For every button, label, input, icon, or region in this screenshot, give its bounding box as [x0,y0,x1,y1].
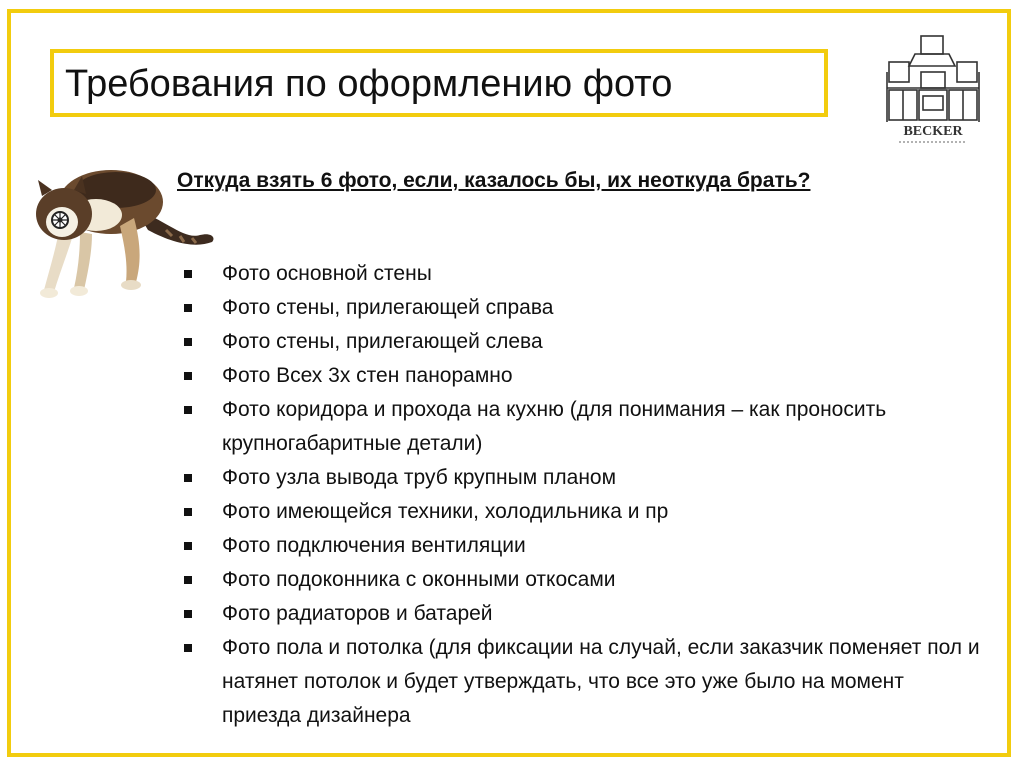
bullet-square-icon [184,372,192,380]
list-item: Фото пола и потолка (для фиксации на случай, если заказчик поменяет пол и натянет потолок и будет утверждать, что все это уже было на момент приезда дизайнера [222,631,982,733]
list-item: Фото имеющейся техники, холодильника и пр [222,495,982,529]
requirements-list [222,257,982,733]
bullet-square-icon [184,270,192,278]
list-item: Фото подключения вентиляции [222,529,982,563]
kitchen-logo-icon [887,36,979,122]
cat-illustration [16,140,221,305]
list-item: Фото узла вывода труб крупным планом [222,461,982,495]
bullet-square-icon [184,304,192,312]
bullet-square-icon [184,610,192,618]
list-item: Фото стены, прилегающей справа [222,291,982,325]
bullet-square-icon [184,406,192,414]
slide-title: Требования по оформлению фото [65,63,673,105]
bullet-square-icon [184,542,192,550]
bullet-square-icon [184,644,192,652]
bullet-square-icon [184,338,192,346]
list-item: Фото основной стены [222,257,982,291]
bullet-square-icon [184,576,192,584]
bullet-square-icon [184,474,192,482]
list-item: Фото подоконника с оконными откосами [222,563,982,597]
title-box [50,49,828,117]
bullet-square-icon [184,508,192,516]
list-item: Фото радиаторов и батарей [222,597,982,631]
logo-brand-text: BECKER [903,124,963,139]
list-item: Фото стены, прилегающей слева [222,325,982,359]
list-item: Фото коридора и прохода на кухню (для понимания – как проносить крупногабаритные детали) [222,393,982,461]
becker-logo [885,32,981,150]
list-item: Фото Всех 3х стен панорамно [222,359,982,393]
slide-subtitle: Откуда взять 6 фото, если, казалось бы, их неоткуда брать? [177,169,811,192]
